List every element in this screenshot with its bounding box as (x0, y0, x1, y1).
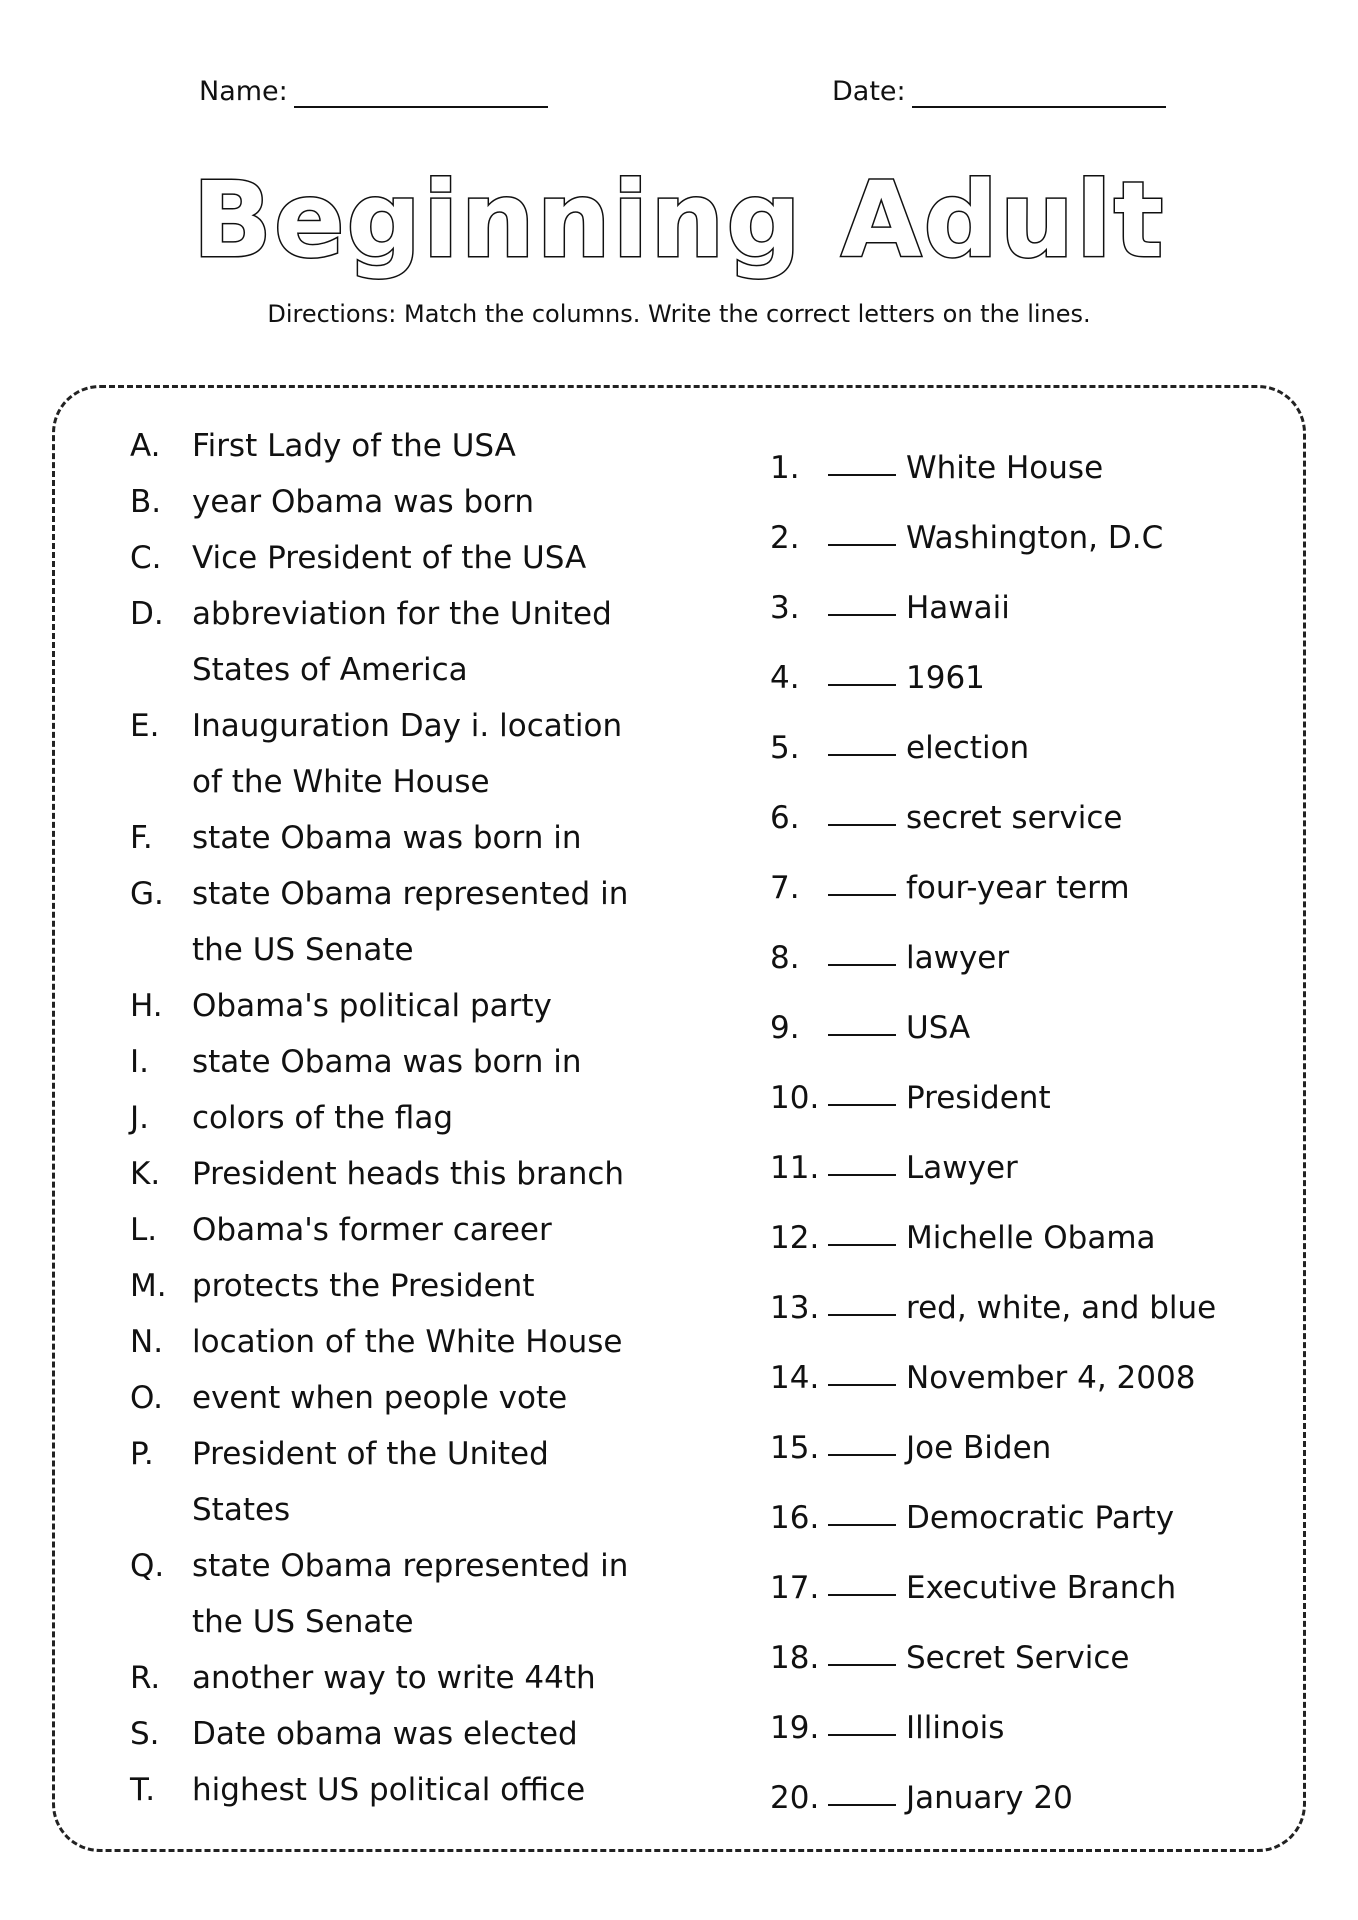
definition-letter: T. (130, 1772, 156, 1808)
definition-letter: C. (130, 540, 162, 576)
answer-blank[interactable] (828, 1593, 896, 1596)
term-text: Washington, D.C (906, 520, 1164, 556)
name-label: Name: (199, 76, 288, 107)
term-text: Michelle Obama (906, 1220, 1156, 1256)
term-number: 1. (770, 450, 800, 486)
term-number: 11. (770, 1150, 820, 1186)
definition-text: event when people vote (192, 1380, 568, 1416)
definition-item (130, 698, 650, 810)
term-number: 20. (770, 1780, 820, 1816)
definition-letter: J. (130, 1100, 149, 1136)
term-number: 2. (770, 520, 800, 556)
term-number: 5. (770, 730, 800, 766)
answer-blank[interactable] (828, 753, 896, 756)
definition-letter: R. (130, 1660, 161, 1696)
definition-text: President heads this branch (192, 1156, 625, 1192)
definition-item (130, 866, 650, 978)
definition-text: year Obama was born (192, 484, 534, 520)
term-item (770, 713, 1290, 783)
definition-item (130, 1258, 650, 1314)
definition-text: state Obama represented in the US Senate (192, 876, 629, 968)
term-item (770, 783, 1290, 853)
answer-blank[interactable] (828, 1803, 896, 1806)
answer-blank[interactable] (828, 1243, 896, 1246)
answer-blank[interactable] (828, 1103, 896, 1106)
definition-text: First Lady of the USA (192, 428, 516, 464)
definition-item (130, 474, 650, 530)
date-field[interactable] (832, 76, 1166, 108)
definition-text: Obama's political party (192, 988, 552, 1024)
definition-item (130, 810, 650, 866)
term-text: White House (906, 450, 1104, 486)
term-item (770, 923, 1290, 993)
term-number: 8. (770, 940, 800, 976)
term-text: Democratic Party (906, 1500, 1175, 1536)
term-number: 14. (770, 1360, 820, 1396)
term-number: 15. (770, 1430, 820, 1466)
definition-letter: O. (130, 1380, 163, 1416)
definition-item (130, 978, 650, 1034)
definition-letter: D. (130, 596, 164, 632)
answer-blank[interactable] (828, 1383, 896, 1386)
term-text: Lawyer (906, 1150, 1018, 1186)
definition-text: location of the White House (192, 1324, 623, 1360)
definition-text: abbreviation for the United States of America (192, 596, 612, 688)
directions-text: Directions: Match the columns. Write the correct letters on the lines. (267, 300, 1091, 328)
definition-item (130, 1202, 650, 1258)
term-item (770, 503, 1290, 573)
definition-item (130, 1538, 650, 1650)
definition-letter: K. (130, 1156, 161, 1192)
definition-text: Obama's former career (192, 1212, 552, 1248)
definition-item (130, 1090, 650, 1146)
term-text: red, white, and blue (906, 1290, 1217, 1326)
definition-text: President of the United States (192, 1436, 549, 1528)
term-text: secret service (906, 800, 1123, 836)
term-text: Executive Branch (906, 1570, 1177, 1606)
term-number: 7. (770, 870, 800, 906)
term-item (770, 1483, 1290, 1553)
term-text: President (906, 1080, 1051, 1116)
term-number: 10. (770, 1080, 820, 1116)
date-label: Date: (832, 76, 906, 107)
term-text: election (906, 730, 1030, 766)
term-text: November 4, 2008 (906, 1360, 1196, 1396)
definition-letter: N. (130, 1324, 164, 1360)
term-item (770, 1273, 1290, 1343)
definition-item (130, 418, 650, 474)
definition-text: Inauguration Day i. location of the White House (192, 708, 623, 800)
definition-letter: P. (130, 1436, 154, 1472)
term-number: 3. (770, 590, 800, 626)
term-text: USA (906, 1010, 971, 1046)
term-text: Joe Biden (906, 1430, 1052, 1466)
term-item (770, 853, 1290, 923)
term-text: January 20 (906, 1780, 1073, 1816)
definition-letter: A. (130, 428, 161, 464)
term-item (770, 1343, 1290, 1413)
term-item (770, 1693, 1290, 1763)
definition-item (130, 1370, 650, 1426)
definition-letter: S. (130, 1716, 160, 1752)
term-number: 9. (770, 1010, 800, 1046)
term-text: four-year term (906, 870, 1130, 906)
definition-text: protects the President (192, 1268, 535, 1304)
definition-letter: L. (130, 1212, 158, 1248)
definition-item (130, 1034, 650, 1090)
definition-letter: G. (130, 876, 164, 912)
term-number: 16. (770, 1500, 820, 1536)
answer-blank[interactable] (828, 1733, 896, 1736)
term-number: 17. (770, 1570, 820, 1606)
term-text: Secret Service (906, 1640, 1130, 1676)
term-item (770, 1063, 1290, 1133)
definition-text: Date obama was elected (192, 1716, 578, 1752)
term-item (770, 993, 1290, 1063)
answer-blank[interactable] (828, 683, 896, 686)
term-text: 1961 (906, 660, 985, 696)
term-text: lawyer (906, 940, 1010, 976)
term-item (770, 1763, 1290, 1833)
answer-blank[interactable] (828, 1523, 896, 1526)
answer-blank[interactable] (828, 1313, 896, 1316)
definition-letter: I. (130, 1044, 149, 1080)
definition-letter: Q. (130, 1548, 165, 1584)
term-item (770, 1553, 1290, 1623)
definition-text: another way to write 44th (192, 1660, 596, 1696)
term-text: Hawaii (906, 590, 1010, 626)
term-item (770, 1203, 1290, 1273)
name-blank-line[interactable] (294, 82, 548, 108)
definition-item (130, 1762, 650, 1818)
term-number: 6. (770, 800, 800, 836)
definition-item (130, 1706, 650, 1762)
answer-blank[interactable] (828, 543, 896, 546)
definition-text: state Obama represented in the US Senate (192, 1548, 629, 1640)
term-item (770, 1623, 1290, 1693)
name-field[interactable] (199, 76, 548, 108)
term-item (770, 433, 1290, 503)
definition-text: state Obama was born in (192, 1044, 582, 1080)
term-number: 19. (770, 1710, 820, 1746)
term-number: 4. (770, 660, 800, 696)
answer-blank[interactable] (828, 823, 896, 826)
date-blank-line[interactable] (912, 82, 1166, 108)
definition-item (130, 1146, 650, 1202)
term-item (770, 643, 1290, 713)
definition-text: Vice President of the USA (192, 540, 587, 576)
term-text: Illinois (906, 1710, 1005, 1746)
term-item (770, 1413, 1290, 1483)
definition-text: highest US political office (192, 1772, 586, 1808)
terms-list (770, 433, 1290, 1833)
definition-text: colors of the flag (192, 1100, 454, 1136)
answer-blank[interactable] (828, 1033, 896, 1036)
term-item (770, 1133, 1290, 1203)
definition-item (130, 1426, 650, 1538)
definition-letter: E. (130, 708, 160, 744)
definitions-list (130, 418, 650, 1818)
term-item (770, 573, 1290, 643)
term-number: 13. (770, 1290, 820, 1326)
term-number: 12. (770, 1220, 820, 1256)
definition-letter: B. (130, 484, 162, 520)
definition-item (130, 1650, 650, 1706)
definition-item (130, 530, 650, 586)
definition-letter: M. (130, 1268, 167, 1304)
answer-blank[interactable] (828, 963, 896, 966)
answer-blank[interactable] (828, 613, 896, 616)
answer-blank[interactable] (828, 473, 896, 476)
worksheet-title: Beginning Adult (192, 159, 1166, 281)
definition-item (130, 1314, 650, 1370)
answer-blank[interactable] (828, 1453, 896, 1456)
definition-letter: H. (130, 988, 163, 1024)
answer-blank[interactable] (828, 1663, 896, 1666)
answer-blank[interactable] (828, 1173, 896, 1176)
definition-letter: F. (130, 820, 153, 856)
term-number: 18. (770, 1640, 820, 1676)
answer-blank[interactable] (828, 893, 896, 896)
definition-item (130, 586, 650, 698)
definition-text: state Obama was born in (192, 820, 582, 856)
